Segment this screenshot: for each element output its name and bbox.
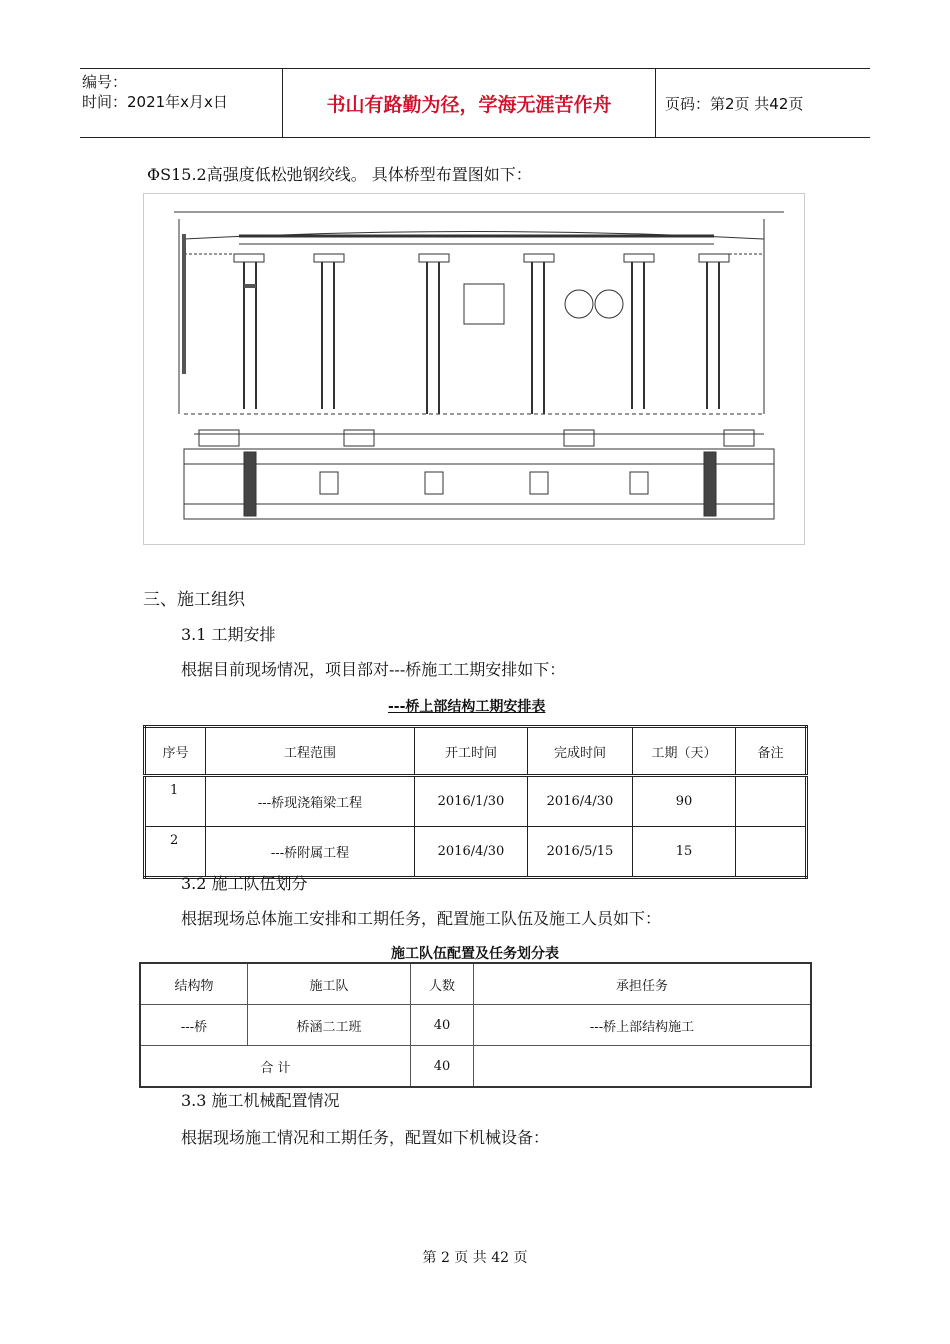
- table-row: [140, 1005, 811, 1046]
- table-total-row: [140, 1046, 811, 1088]
- cell-start: 2016/1/30: [415, 776, 528, 827]
- cell-end: 2016/5/15: [528, 827, 633, 878]
- column-header: 结构物: [140, 963, 248, 1005]
- cell-remarks: [736, 776, 807, 827]
- cell-index: 2: [145, 827, 206, 878]
- column-header: 序号: [145, 727, 206, 776]
- column-header: 开工时间: [415, 727, 528, 776]
- cell-scope: ---桥现浇箱梁工程: [206, 776, 415, 827]
- subsection-3-3-title: 3.3 施工机械配置情况: [181, 1091, 340, 1110]
- bridge-drawing-svg: [144, 194, 804, 544]
- subsection-3-2-title: 3.2 施工队伍划分: [181, 874, 308, 893]
- schedule-table-caption: ---桥上部结构工期安排表: [388, 699, 546, 715]
- cell-scope: ---桥附属工程: [206, 827, 415, 878]
- subsection-3-3-text: 根据现场施工情况和工期任务，配置如下机械设备：: [181, 1128, 550, 1147]
- cell-duration: 15: [633, 827, 736, 878]
- section-title-construction-organization: 三、施工组织: [143, 590, 245, 610]
- subsection-3-1-text: 根据目前现场情况，项目部对---桥施工工期安排如下：: [181, 660, 566, 679]
- page-footer: 第 2 页 共 42 页: [422, 1250, 528, 1266]
- subsection-3-2-text: 根据现场总体施工安排和工期任务，配置施工队伍及施工人员如下：: [181, 909, 662, 928]
- table-header-row: [145, 727, 807, 776]
- column-header: 承担任务: [474, 963, 812, 1005]
- page-header: [80, 68, 870, 138]
- time-label: 时间：2021年x月x日: [82, 93, 228, 111]
- header-meta: [80, 69, 283, 137]
- column-header: 备注: [736, 727, 807, 776]
- table-row: [145, 827, 807, 878]
- table-header-row: [140, 963, 811, 1005]
- code-label: 编号：: [82, 73, 128, 91]
- schedule-table: [143, 725, 808, 879]
- cell-duration: 90: [633, 776, 736, 827]
- intro-line: ΦS15.2高强度低松弛钢绞线。 具体桥型布置图如下：: [147, 165, 532, 184]
- column-header: 工程范围: [206, 727, 415, 776]
- cell-structure: ---桥: [140, 1005, 248, 1046]
- cell-end: 2016/4/30: [528, 776, 633, 827]
- column-header: 完成时间: [528, 727, 633, 776]
- total-value: 40: [411, 1046, 474, 1088]
- cell-start: 2016/4/30: [415, 827, 528, 878]
- table-row: [145, 776, 807, 827]
- cell-remarks: [736, 827, 807, 878]
- team-table-caption: 施工队伍配置及任务划分表: [391, 946, 559, 962]
- header-page-number: 页码：第2页 共42页: [665, 94, 804, 113]
- header-motto: 书山有路勤为径，学海无涯苦作舟: [283, 69, 656, 137]
- cell-index: 1: [145, 776, 206, 827]
- subsection-3-1-title: 3.1 工期安排: [181, 625, 276, 644]
- cell-team: 桥涵二工班: [248, 1005, 411, 1046]
- cell-task: ---桥上部结构施工: [474, 1005, 812, 1046]
- total-label: 合 计: [140, 1046, 411, 1088]
- bridge-layout-drawing: [143, 193, 805, 545]
- cell-headcount: 40: [411, 1005, 474, 1046]
- total-empty-cell: [474, 1046, 812, 1088]
- column-header: 人数: [411, 963, 474, 1005]
- column-header: 施工队: [248, 963, 411, 1005]
- team-table: [139, 962, 812, 1088]
- column-header: 工期（天）: [633, 727, 736, 776]
